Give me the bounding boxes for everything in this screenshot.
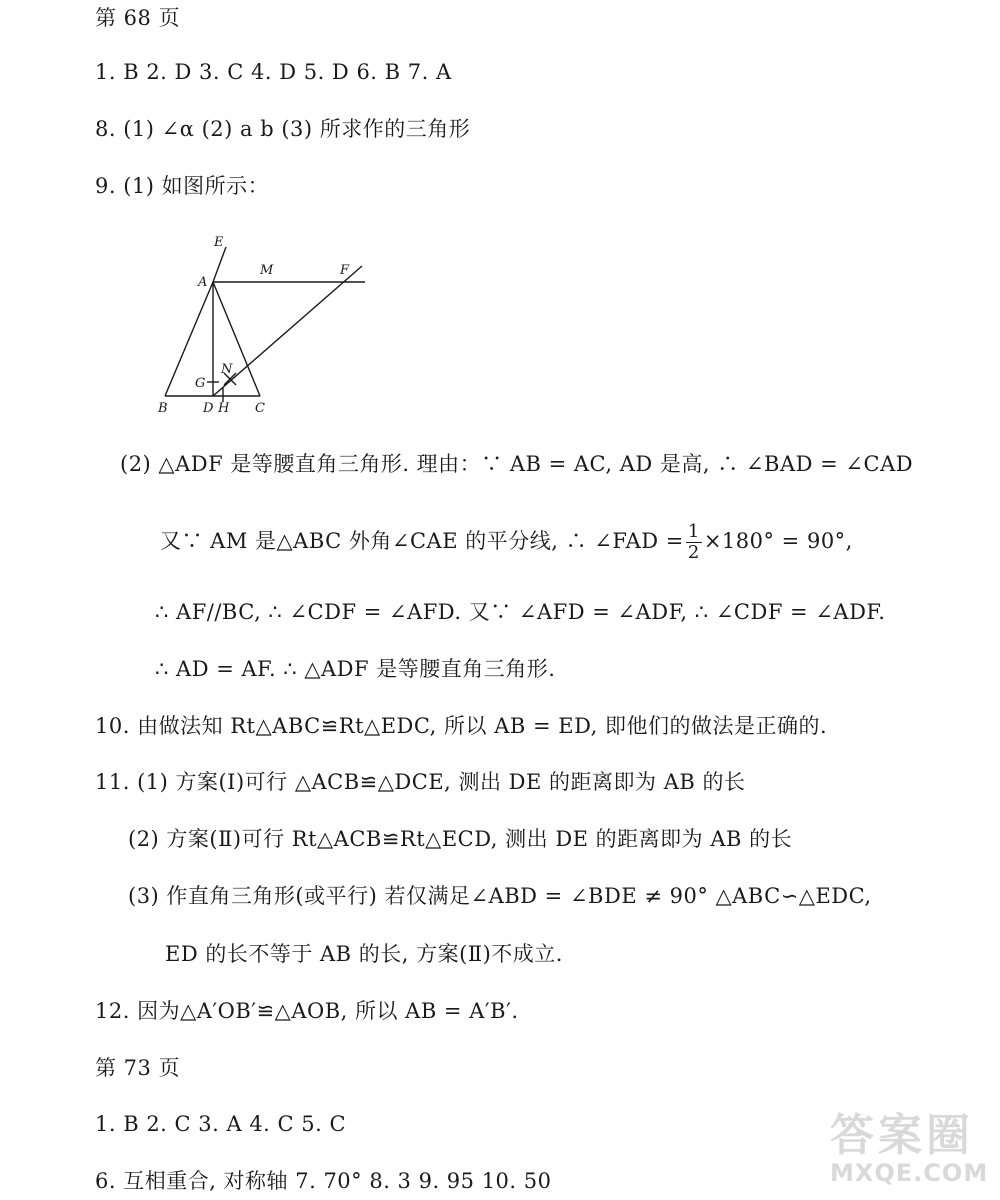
watermark-top: 答案圈 <box>830 1110 974 1161</box>
label-n: N <box>221 362 233 377</box>
label-b: B <box>158 401 168 416</box>
geometry-figure <box>150 230 380 420</box>
segment-ae <box>213 247 226 282</box>
label-h: H <box>218 401 230 416</box>
fraction-numerator: 1 <box>687 521 700 542</box>
answer-9-2-line-2-after: ×180° = 90°, <box>703 529 853 553</box>
site-watermark <box>830 1112 990 1192</box>
fraction-denominator: 2 <box>687 542 700 563</box>
answers-1-7: 1. B 2. D 3. C 4. D 5. D 6. B 7. A <box>95 60 452 84</box>
answer-10: 10. 由做法知 Rt△ABC≌Rt△EDC, 所以 AB = ED, 即他们的做法是正确的. <box>95 714 828 738</box>
watermark-bottom: MXQE.COM <box>830 1159 989 1187</box>
label-c: C <box>255 401 265 416</box>
label-m: M <box>260 263 274 278</box>
answer-8: 8. (1) ∠α (2) a b (3) 所求作的三角形 <box>95 117 471 141</box>
answer-9-2-line-4: ∴ AD = AF. ∴ △ADF 是等腰直角三角形. <box>155 657 556 681</box>
answer-9-2-line-1: (2) △ADF 是等腰直角三角形. 理由：∵ AB = AC, AD 是高, ∴ ∠BAD = ∠CAD <box>120 452 914 476</box>
answers-1-5: 1. B 2. C 3. A 4. C 5. C <box>95 1112 347 1136</box>
label-g: G <box>195 376 206 391</box>
answer-12: 12. 因为△A′OB′≌△AOB, 所以 AB = A′B′. <box>95 999 519 1023</box>
answer-9-2-line-2 <box>160 522 853 563</box>
answer-11-3-line-2: ED 的长不等于 AB 的长, 方案(Ⅱ)不成立. <box>165 942 563 966</box>
page-73-heading: 第 73 页 <box>95 1056 181 1080</box>
segment-df <box>213 266 362 396</box>
answer-11-3-line-1: (3) 作直角三角形(或平行) 若仅满足∠ABD = ∠BDE ≠ 90° △ABC∽△EDC, <box>128 884 872 908</box>
answer-9-2-line-2-before: 又∵ AM 是△ABC 外角∠CAE 的平分线, ∴ ∠FAD = <box>160 529 684 553</box>
segment-ab <box>165 282 213 396</box>
answer-9-2-line-3: ∴ AF//BC, ∴ ∠CDF = ∠AFD. 又∵ ∠AFD = ∠ADF, ∴ ∠CDF = ∠ADF. <box>155 600 886 624</box>
label-f: F <box>340 263 350 278</box>
segment-ac <box>213 282 260 396</box>
page-68-heading: 第 68 页 <box>95 6 181 30</box>
label-d: D <box>203 401 214 416</box>
fraction-one-half <box>686 522 702 563</box>
answers-6-10: 6. 互相重合, 对称轴 7. 70° 8. 3 9. 95 10. 50 <box>95 1169 552 1193</box>
label-e: E <box>214 235 224 250</box>
label-a: A <box>198 275 208 290</box>
answer-9-intro: 9. (1) 如图所示： <box>95 174 270 198</box>
answer-11-1: 11. (1) 方案(Ⅰ)可行 △ACB≌△DCE, 测出 DE 的距离即为 AB 的长 <box>95 770 746 794</box>
answer-11-2: (2) 方案(Ⅱ)可行 Rt△ACB≌Rt△ECD, 测出 DE 的距离即为 AB 的长 <box>128 827 793 851</box>
